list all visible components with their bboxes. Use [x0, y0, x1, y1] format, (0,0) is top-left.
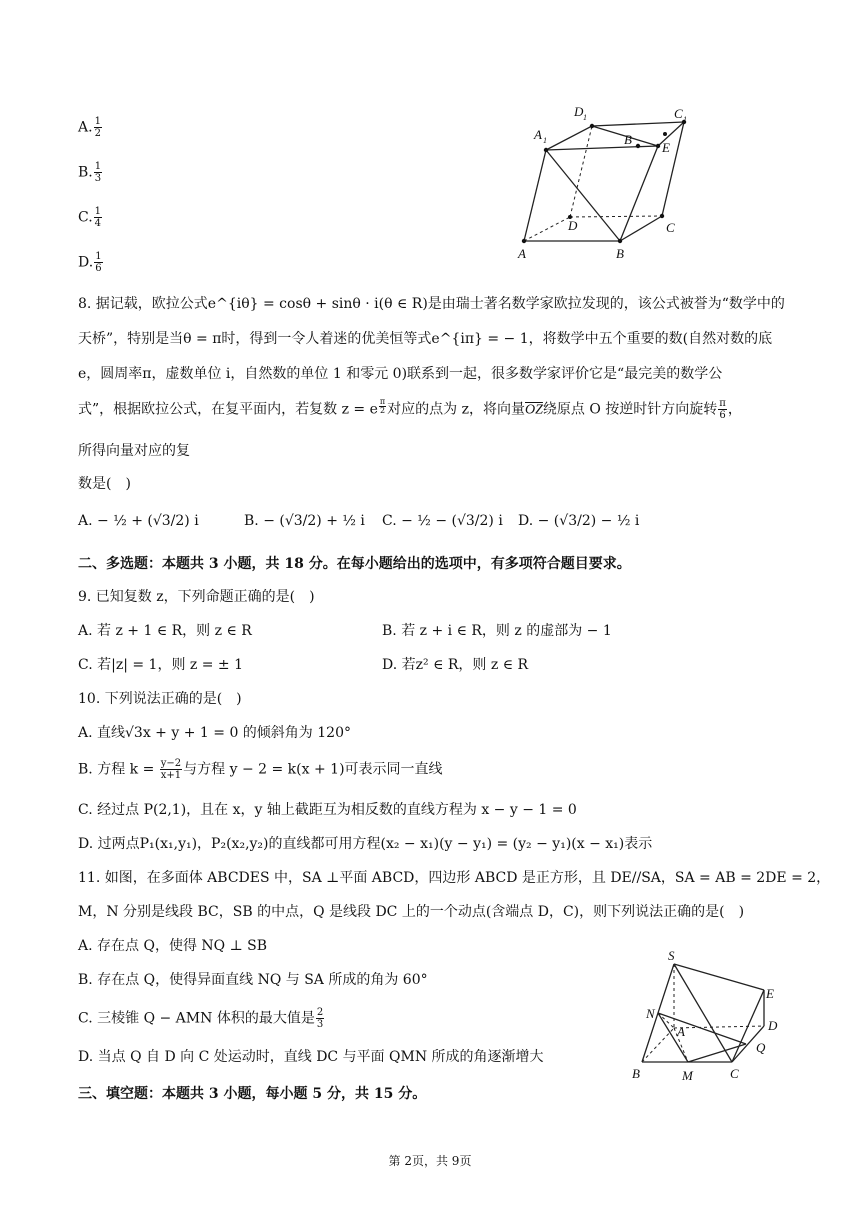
q7-option-b: B. $\frac{1}{3}$ — [78, 161, 102, 184]
vector-oz: $\overline{OZ}$ — [525, 402, 543, 418]
svg-text:1: 1 — [543, 136, 547, 145]
label-m: M — [682, 1068, 693, 1083]
q7-option-c: C. $\frac{1}{4}$ — [78, 206, 102, 229]
label-b: B — [624, 132, 632, 147]
q8-option-d: D. − (√3/2) − ½ i — [518, 513, 640, 529]
q10-option-d: D. 过两点P₁(x₁,y₁)，P₂(x₂,y₂)的直线都可用方程(x₂ − x₁)(y − y₁) = (y₂ − y₁)(x − x₁)表示 — [78, 836, 653, 852]
q8-line-3: e，圆周率π，虚数单位 i，自然数的单位 1 和零元 0)联系到一起，很多数学家评价它是“最完美的数学公 — [78, 366, 723, 382]
q8-line-2: 天桥”，特别是当θ = π时，得到一令人着迷的优美恒等式e^{iπ} = − 1，将数学中五个重要的数(自然对数的底 — [78, 331, 773, 347]
label-d1: D — [574, 104, 584, 119]
q11-line-1: 11. 如图，在多面体 ABCDES 中，SA ⊥平面 ABCD，四边形 ABCD 是正方形，且 DE//SA，SA = AB = 2DE = 2， — [78, 870, 831, 886]
label-a1: A — [534, 127, 542, 142]
q11-option-b: B. 存在点 Q，使得异面直线 NQ 与 SA 所成的角为 60° — [78, 972, 428, 988]
label-a: A — [518, 246, 526, 261]
q10-stem: 10. 下列说法正确的是( ) — [78, 691, 242, 707]
q7-option-d: D. $\frac{1}{6}$ — [78, 251, 102, 274]
q9-option-d: D. 若z² ∈ R，则 z ∈ R — [382, 657, 529, 673]
label-d: D — [768, 1018, 778, 1033]
q9-option-a: A. 若 z + 1 ∈ R，则 z ∈ R — [78, 623, 252, 639]
q10-option-a: A. 直线√3x + y + 1 = 0 的倾斜角为 120° — [78, 725, 351, 741]
label-q: Q — [756, 1040, 766, 1055]
q9-option-b: B. 若 z + i ∈ R，则 z 的虚部为 − 1 — [382, 623, 612, 639]
q7-option-a: A. $\frac{1}{2}$ — [78, 116, 101, 139]
label-b: B — [632, 1066, 640, 1081]
label-c: C — [666, 220, 675, 235]
label-c1: C — [674, 106, 683, 121]
label-d: D — [568, 218, 578, 233]
q8-line-6: 数是( ) — [78, 476, 131, 492]
section-3-heading: 三、填空题：本题共 3 小题，每小题 5 分，共 15 分。 — [78, 1086, 427, 1102]
q10-option-c: C. 经过点 P(2,1)，且在 x，y 轴上截距互为相反数的直线方程为 x − y − 1 = 0 — [78, 802, 577, 818]
q7-parallelepiped-figure — [510, 100, 710, 265]
q11-option-d: D. 当点 Q 自 D 向 C 处运动时，直线 DC 与平面 QMN 所成的角逐渐增大 — [78, 1049, 544, 1065]
section-2-heading: 二、多选题：本题共 3 小题，共 18 分。在每小题给出的选项中，有多项符合题目要求。 — [78, 556, 631, 572]
q10-option-b: B. 方程 k = $\frac{y-2}{x+1}$ 与方程 y − 2 = k(x + 1)可表示同一直线 — [78, 758, 443, 781]
q11-line-2: M，N 分别是线段 BC，SB 的中点，Q 是线段 DC 上的一个动点(含端点 D，C)，则下列说法正确的是( ) — [78, 904, 745, 920]
q8-line-4: 式”，根据欧拉公式，在复平面内，若复数 z = e $\frac{\pi}{2}$ 对应的点为 z，将向量$\overline{OZ}$绕原点 O 按逆时针方向旋转 $\frac{\pi}{6}$ ， — [78, 397, 742, 421]
label-e: E — [662, 140, 670, 155]
q8-line-5: 所得向量对应的复 — [78, 443, 190, 459]
svg-text:1: 1 — [683, 115, 687, 124]
label-a: A — [677, 1024, 685, 1039]
q9-option-c: C. 若|z| = 1，则 z = ± 1 — [78, 657, 244, 673]
q11-polyhedron-figure — [628, 948, 788, 1086]
q9-stem: 9. 已知复数 z，下列命题正确的是( ) — [78, 589, 315, 605]
label-b-bottom: B — [616, 246, 624, 261]
label-s: S — [668, 948, 675, 963]
q8-option-b: B. − (√3/2) + ½ i — [244, 513, 365, 529]
label-e: E — [766, 986, 774, 1001]
q11-option-c: C. 三棱锥 Q − AMN 体积的最大值是 $\frac{2}{3}$ — [78, 1007, 324, 1030]
q8-line-1: 8. 据记载，欧拉公式e^{iθ} = cosθ + sinθ · i(θ ∈ R)是由瑞士著名数学家欧拉发现的，该公式被誉为“数学中的 — [78, 296, 785, 312]
label-n: N — [646, 1006, 655, 1021]
page-footer: 第 2页，共 9页 — [388, 1154, 472, 1168]
q11-option-a: A. 存在点 Q，使得 NQ ⊥ SB — [78, 938, 268, 954]
q8-option-c: C. − ½ − (√3/2) i — [382, 513, 503, 529]
q8-option-a: A. − ½ + (√3/2) i — [78, 513, 199, 529]
label-c: C — [730, 1066, 739, 1081]
svg-text:1: 1 — [583, 113, 587, 122]
